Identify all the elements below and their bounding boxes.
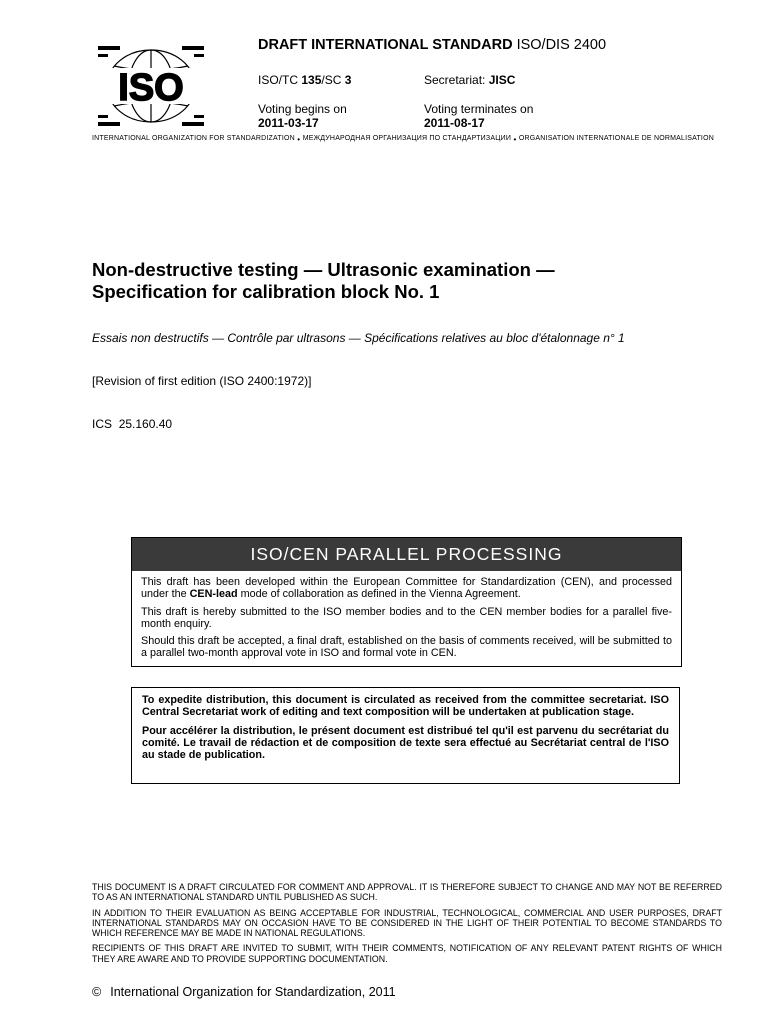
voting-terminates [424, 102, 533, 130]
document-title [92, 259, 712, 303]
org-separator: • [513, 135, 517, 144]
parallel-processing-heading: ISO/CEN PARALLEL PROCESSING [132, 538, 681, 571]
org-name-ru: МЕЖДУНАРОДНАЯ ОРГАНИЗАЦИЯ ПО СТАНДАРТИЗАЦИИ [302, 135, 512, 142]
ics-code [92, 417, 172, 431]
french-title: Essais non destructifs — Contrôle par ultrasons — Spécifications relatives au bloc d'étalonnage n° 1 [92, 331, 625, 345]
expedite-notice-box [131, 687, 680, 784]
document-title-line-2: Specification for calibration block No. 1 [92, 281, 440, 302]
parallel-processing-paragraph: Should this draft be accepted, a final draft, established on the basis of comments received, will be submitted to a parallel two-month approval vote in ISO and formal vote in CEN. [141, 635, 672, 660]
copyright-icon: © [92, 985, 102, 999]
secretariat: Secretariat: JISC [424, 73, 516, 87]
ics-label: ICS [92, 417, 113, 431]
document-title-line-1: Non-destructive testing — Ultrasonic examination — [92, 259, 555, 280]
copyright-text: International Organization for Standardization, 2011 [110, 985, 396, 999]
iso-logo [96, 44, 206, 128]
expedite-notice-fr: Pour accélérer la distribution, le présent document est distribué tel qu'il est parvenu du secrétariat du comité. Le travail de rédaction et de composition de texte sera effectué au Secrétariat central de l'ISO au stade de publication. [142, 724, 669, 762]
standard-number: ISO/DIS 2400 [516, 37, 607, 53]
revision-note: [Revision of first edition (ISO 2400:1972)] [92, 374, 312, 388]
voting-begins-date: 2011-03-17 [258, 116, 319, 130]
parallel-processing-box [131, 537, 682, 667]
org-name-fr: ORGANISATION INTERNATIONALE DE NORMALISATION [518, 135, 714, 142]
voting-begins-label: Voting begins on [258, 102, 347, 116]
parallel-processing-paragraph: This draft is hereby submitted to the ISO member bodies and to the CEN member bodies for a parallel five-month enquiry. [141, 605, 672, 630]
standard-heading [258, 37, 606, 53]
org-separator: • [297, 135, 301, 144]
draft-notice: THIS DOCUMENT IS A DRAFT CIRCULATED FOR COMMENT AND APPROVAL. IT IS THEREFORE SUBJECT TO CHANGE AND MAY NOT BE REFERRED TO AS AN INTERNATIONAL STANDARD UNTIL PUBLISHED AS SUCH. [92, 882, 722, 903]
iso-logo-text: ISO [118, 67, 184, 109]
org-name-en: INTERNATIONAL ORGANIZATION FOR STANDARDIZATION [92, 135, 295, 142]
draft-notices [92, 882, 722, 969]
copyright-line [92, 985, 396, 999]
expedite-notice-en: To expedite distribution, this document is circulated as received from the committee secretariat. ISO Central Secretariat work of editing and text composition will be undertaken at publication stage. [142, 694, 669, 719]
ics-value: 25.160.40 [118, 417, 173, 431]
parallel-processing-body [132, 571, 681, 666]
voting-terminates-date: 2011-08-17 [424, 116, 485, 130]
organization-names [92, 135, 714, 144]
draft-notice: RECIPIENTS OF THIS DRAFT ARE INVITED TO SUBMIT, WITH THEIR COMMENTS, NOTIFICATION OF ANY RELEVANT PATENT RIGHTS OF WHICH THEY ARE AWARE AND TO PROVIDE SUPPORTING DOCUMENTATION. [92, 943, 722, 964]
draft-notice: IN ADDITION TO THEIR EVALUATION AS BEING ACCEPTABLE FOR INDUSTRIAL, TECHNOLOGICAL, COMMERCIAL AND USER PURPOSES, DRAFT INTERNATIONAL STANDARDS MAY ON OCCASION HAVE TO BE CONSIDERED IN THE LIGHT OF THEIR POTENTIAL TO BECOME STANDARDS TO WHICH REFERENCE MAY BE MADE IN NATIONAL REGULATIONS. [92, 907, 722, 939]
standard-label: DRAFT INTERNATIONAL STANDARD [258, 37, 513, 53]
committee-ref: ISO/TC 135/SC 3 [258, 73, 352, 87]
parallel-processing-paragraph: This draft has been developed within the European Committee for Standardization (CEN), and processed under the CEN-lead mode of collaboration as defined in the Vienna Agreement. [141, 576, 672, 601]
voting-begins [258, 102, 347, 130]
voting-terminates-label: Voting terminates on [424, 102, 534, 116]
